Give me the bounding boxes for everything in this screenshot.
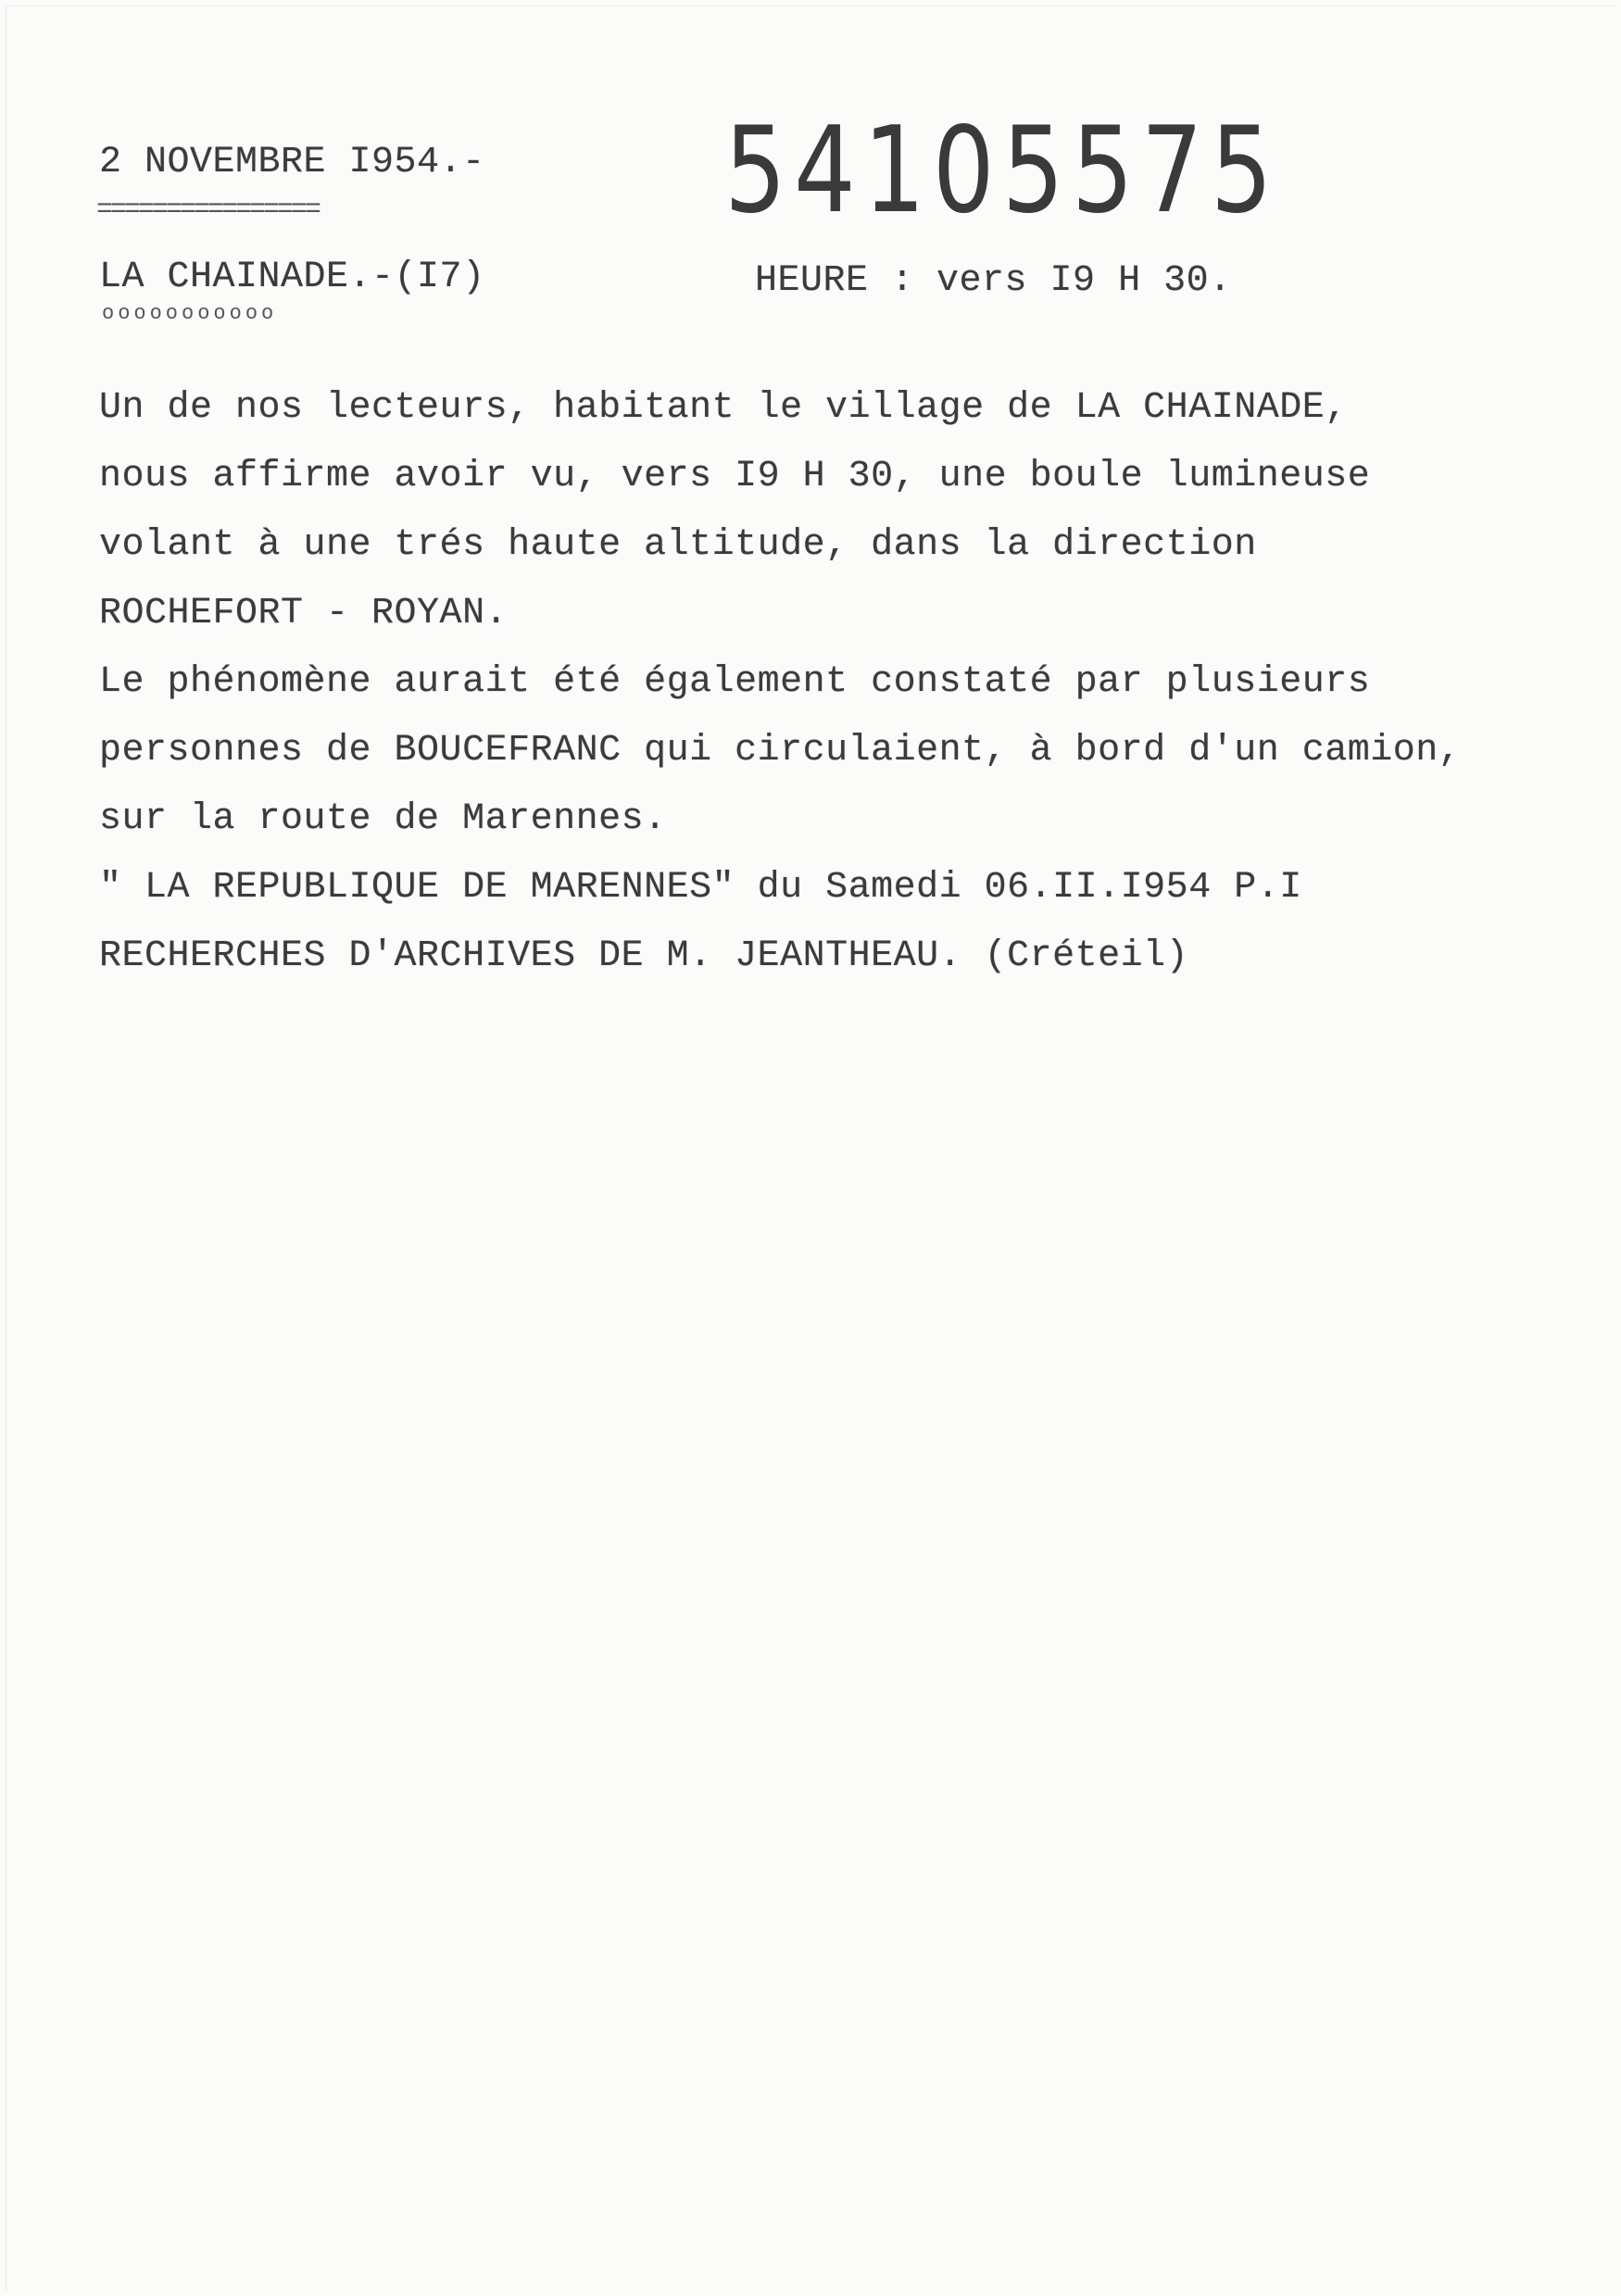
body-line: ROCHEFORT - ROYAN. — [99, 593, 509, 634]
source-citation: " LA REPUBLIQUE DE MARENNES" du Samedi 06.II.I954 P.I — [99, 867, 1302, 909]
report-date: 2 NOVEMBRE I954.- — [99, 142, 485, 183]
body-line: nous affirme avoir vu, vers I9 H 30, une boule lumineuse — [99, 456, 1371, 497]
reference-number-stamp: 54105575 — [724, 102, 1280, 240]
body-line: sur la route de Marennes. — [99, 798, 667, 840]
body-line: Le phénomène aurait été également constaté par plusieurs — [99, 661, 1371, 703]
location-underline: ooooooooooo — [102, 302, 278, 325]
report-body — [99, 374, 1581, 991]
body-line: Un de nos lecteurs, habitant le village de LA CHAINADE, — [99, 387, 1348, 429]
body-line: volant à une trés haute altitude, dans la direction — [99, 524, 1257, 566]
archive-credit: RECHERCHES D'ARCHIVES DE M. JEANTHEAU. (Créteil) — [99, 935, 1189, 977]
report-hour: HEURE : vers I9 H 30. — [755, 260, 1232, 302]
body-line: personnes de BOUCEFRANC qui circulaient, à bord d'un camion, — [99, 730, 1462, 772]
date-underline: ================ — [96, 194, 320, 226]
report-location: LA CHAINADE.-(I7) — [99, 257, 485, 298]
page-edge — [6, 6, 1615, 2290]
